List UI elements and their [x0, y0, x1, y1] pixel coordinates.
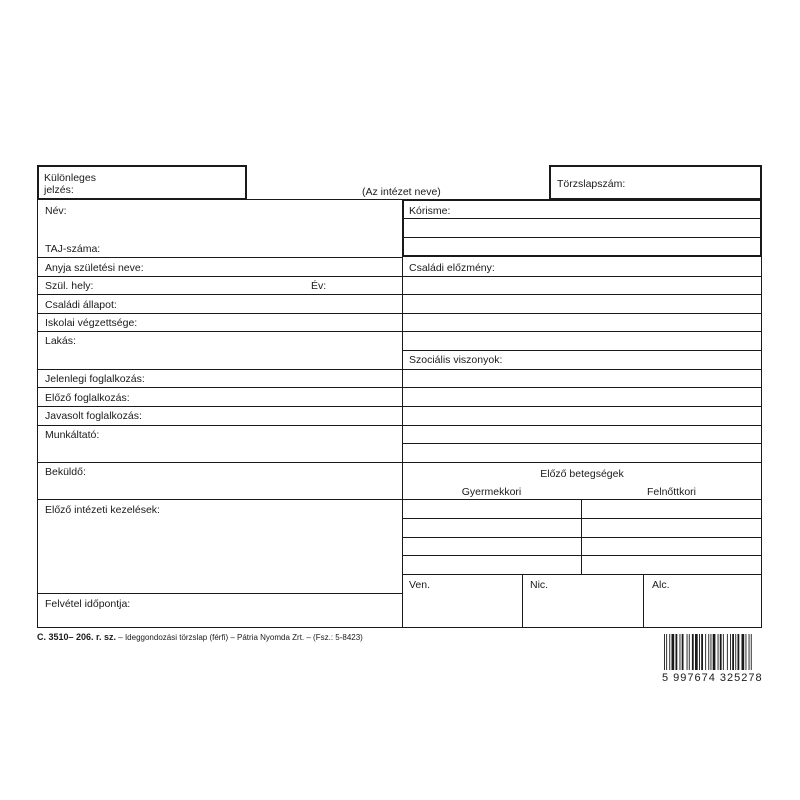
left-line — [37, 313, 402, 314]
social-conditions-label: Szociális viszonyok: — [409, 354, 503, 366]
right-line — [402, 313, 762, 314]
barcode-bar — [751, 634, 752, 670]
left-line — [37, 369, 402, 370]
barcode-bar — [732, 634, 734, 670]
barcode — [664, 634, 760, 670]
year-label: Év: — [311, 280, 327, 292]
previous-illnesses-label: Előző betegségek — [540, 468, 624, 480]
diagnosis-line-2 — [403, 237, 761, 238]
barcode-bar — [699, 634, 700, 670]
right-line — [402, 369, 762, 370]
barcode-bar — [718, 634, 719, 670]
barcode-bar — [742, 634, 745, 670]
right-line — [402, 443, 762, 444]
left-line — [37, 406, 402, 407]
employer-label: Munkáltató: — [45, 429, 100, 441]
mother-name-label: Anyja születési neve: — [45, 262, 144, 274]
right-line — [402, 518, 762, 519]
diagnosis-box — [402, 199, 762, 257]
right-line — [402, 294, 762, 295]
barcode-bar — [680, 634, 681, 670]
nic-alc-divider — [643, 574, 644, 627]
taj-label: TAJ-száma: — [45, 243, 101, 255]
right-line — [402, 331, 762, 332]
footer-description: – Ideggondozási törzslap (férfi) – Pátria Nyomda Zrt. – (Fsz.: 5-8423) — [116, 633, 363, 642]
right-line — [402, 574, 762, 575]
barcode-bar — [738, 634, 740, 670]
childhood-label: Gyermekkori — [461, 486, 522, 498]
barcode-bar — [735, 634, 736, 670]
barcode-bar — [713, 634, 716, 670]
name-label: Név: — [45, 205, 67, 217]
adult-label: Felnőttkori — [646, 486, 697, 498]
right-line — [402, 425, 762, 426]
right-line — [402, 462, 762, 463]
right-line — [402, 276, 762, 277]
barcode-bar — [708, 634, 709, 670]
record-number-label: Törzslapszám: — [557, 178, 626, 190]
admission-time-label: Felvétel időpontja: — [45, 598, 131, 610]
diagnosis-line-1 — [403, 218, 761, 219]
barcode-bar — [672, 634, 675, 670]
barcode-bar — [676, 634, 678, 670]
ven-label: Ven. — [409, 579, 431, 591]
alc-label: Alc. — [652, 579, 670, 591]
right-line — [402, 499, 762, 500]
family-history-label: Családi előzmény: — [409, 262, 495, 274]
special-mark-label: Különleges jelzés: — [44, 172, 96, 196]
barcode-bar — [727, 634, 728, 670]
column-divider — [402, 199, 403, 627]
barcode-bar — [749, 634, 750, 670]
referrer-label: Beküldő: — [45, 466, 86, 478]
left-line — [37, 462, 402, 463]
marital-status-label: Családi állapot: — [45, 299, 117, 311]
institution-name-label: (Az intézet neve) — [362, 186, 441, 198]
left-line — [37, 257, 402, 258]
left-line — [37, 499, 402, 500]
left-line — [37, 294, 402, 295]
barcode-bar — [711, 634, 712, 670]
barcode-bar — [705, 634, 706, 670]
frame-left — [37, 199, 38, 627]
education-label: Iskolai végzettsége: — [45, 317, 138, 329]
illness-divider — [581, 499, 582, 574]
barcode-bar — [689, 634, 690, 670]
right-line — [402, 537, 762, 538]
barcode-bar — [666, 634, 667, 670]
barcode-bar — [664, 634, 665, 670]
right-line — [402, 406, 762, 407]
barcode-bar — [687, 634, 688, 670]
barcode-bar — [723, 634, 724, 670]
ven-nic-divider — [522, 574, 523, 627]
current-occupation-label: Jelenlegi foglalkozás: — [45, 373, 145, 385]
frame-right — [761, 199, 762, 627]
diagnosis-label: Kórisme: — [409, 205, 451, 217]
barcode-bar — [746, 634, 747, 670]
left-line — [37, 425, 402, 426]
birth-place-label: Szül. hely: — [45, 280, 94, 292]
previous-treatments-label: Előző intézeti kezelések: — [45, 504, 160, 516]
footer-code: C. 3510– 206. r. sz. — [37, 632, 117, 642]
nic-label: Nic. — [530, 579, 549, 591]
barcode-bar — [695, 634, 698, 670]
barcode-number: 5 997674 325278 — [662, 672, 763, 684]
barcode-bar — [701, 634, 703, 670]
left-line — [37, 593, 402, 594]
previous-occupation-label: Előző foglalkozás: — [45, 392, 130, 404]
barcode-bar — [720, 634, 722, 670]
right-line — [402, 350, 762, 351]
barcode-bar — [669, 634, 670, 670]
left-line — [37, 387, 402, 388]
suggested-occupation-label: Javasolt foglalkozás: — [45, 410, 142, 422]
barcode-bar — [682, 634, 684, 670]
barcode-bar — [730, 634, 731, 670]
frame-bottom — [37, 627, 762, 628]
barcode-bar — [692, 634, 694, 670]
left-line — [37, 331, 402, 332]
right-line — [402, 387, 762, 388]
left-line — [37, 276, 402, 277]
footer-text — [37, 632, 363, 642]
right-line — [402, 555, 762, 556]
residence-label: Lakás: — [45, 335, 76, 347]
